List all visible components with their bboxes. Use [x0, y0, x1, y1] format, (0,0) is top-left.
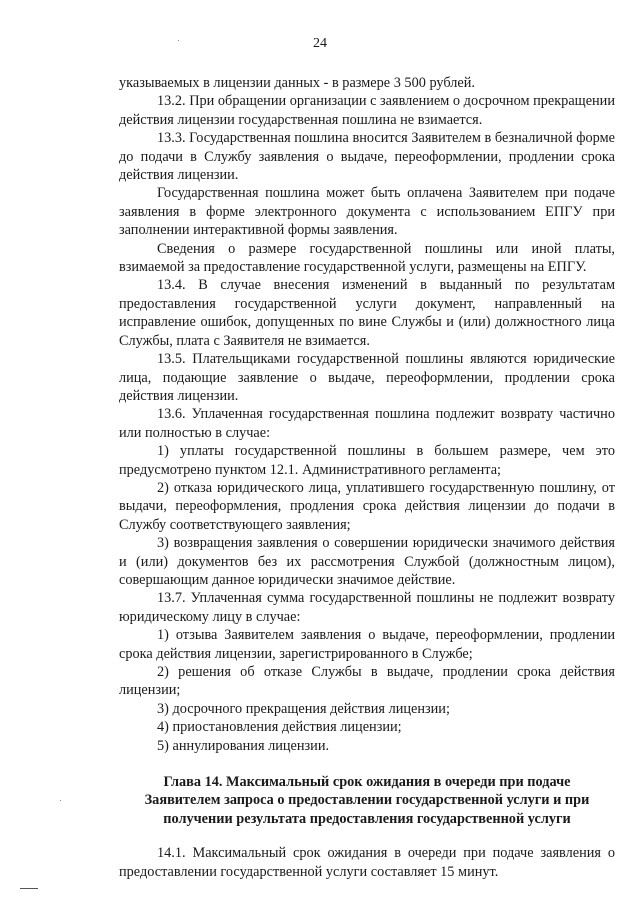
paragraph: 1) уплаты государственной пошлины в большем размере, чем это предусмотрено пунктом 12.1. Административного регламента; — [119, 443, 615, 478]
scan-speck — [60, 800, 61, 801]
chapter-14-heading — [119, 773, 615, 828]
paragraph: 13.4. В случае внесения изменений в выданный по результатам предоставления государственной услуги документ, направленный на исправление ошибок, допущенных по вине Службы и (или) должностного лица Службы, плата с Заявителя не взимается. — [119, 277, 615, 349]
body-text — [119, 74, 615, 881]
paragraph: 5) аннулирования лицензии. — [157, 737, 330, 754]
scan-edge-mark — [20, 888, 38, 889]
paragraph: 3) возвращения заявления о совершении юридически значимого действия и (или) документов без их рассмотрения Службой (должностным лицом), совершающим данное юридически значимое действие. — [119, 535, 615, 588]
paragraph: 1) отзыва Заявителем заявления о выдаче, переоформлении, продлении срока действия лицензии, зарегистрированного в Службе; — [119, 627, 615, 662]
paragraph: Государственная пошлина может быть оплачена Заявителем при подаче заявления в форме электронного документа с использованием ЕПГУ при заполнении интерактивной формы заявления. — [119, 185, 615, 239]
paragraph: 13.6. Уплаченная государственная пошлина подлежит возврату частично или полностью в случае: — [119, 406, 615, 441]
paragraph: 3) досрочного прекращения действия лицензии; — [157, 700, 450, 717]
paragraph: 13.5. Плательщиками государственной пошлины являются юридические лица, подающие заявление о выдаче, переоформлении, продлении срока действия лицензии. — [119, 351, 615, 404]
scan-speck — [178, 40, 179, 41]
chapter-heading-line: получении результата предоставления государственной услуги — [163, 810, 571, 827]
paragraph: указываемых в лицензии данных - в размере 3 500 рублей. — [119, 75, 475, 91]
paragraph: Сведения о размере государственной пошлины или иной платы, взимаемой за предоставление государственной услуги, размещены на ЕПГУ. — [119, 240, 615, 276]
section-14-text — [119, 844, 615, 881]
section-13-text — [119, 74, 615, 755]
paragraph: 13.7. Уплаченная сумма государственной пошлины не подлежит возврату юридическому лицу в случае: — [119, 590, 615, 625]
paragraph: 4) приостановления действия лицензии; — [157, 719, 402, 736]
page-number: 24 — [313, 36, 327, 51]
paragraph: 13.3. Государственная пошлина вносится Заявителем в безналичной форме до подачи в Службу заявления о выдаче, переоформлении, продлении срока действия лицензии. — [119, 130, 615, 184]
paragraph: 2) решения об отказе Службы в выдаче, продлении срока действия лицензии; — [119, 664, 615, 699]
chapter-heading-line: Заявителем запроса о предоставлении государственной услуги и при — [144, 792, 590, 809]
chapter-heading-line: Глава 14. Максимальный срок ожидания в очереди при подаче — [163, 774, 571, 791]
paragraph: 14.1. Максимальный срок ожидания в очереди при подаче заявления о предоставлении государственной услуги составляет 15 минут. — [119, 845, 615, 880]
paragraph: 13.2. При обращении организации с заявлением о досрочном прекращении действия лицензии государственная пошлина не взимается. — [119, 93, 615, 128]
paragraph: 2) отказа юридического лица, уплатившего государственную пошлину, от выдачи, переоформления, продления срока действия лицензии до подачи в Службу соответствующего заявления; — [119, 479, 615, 533]
